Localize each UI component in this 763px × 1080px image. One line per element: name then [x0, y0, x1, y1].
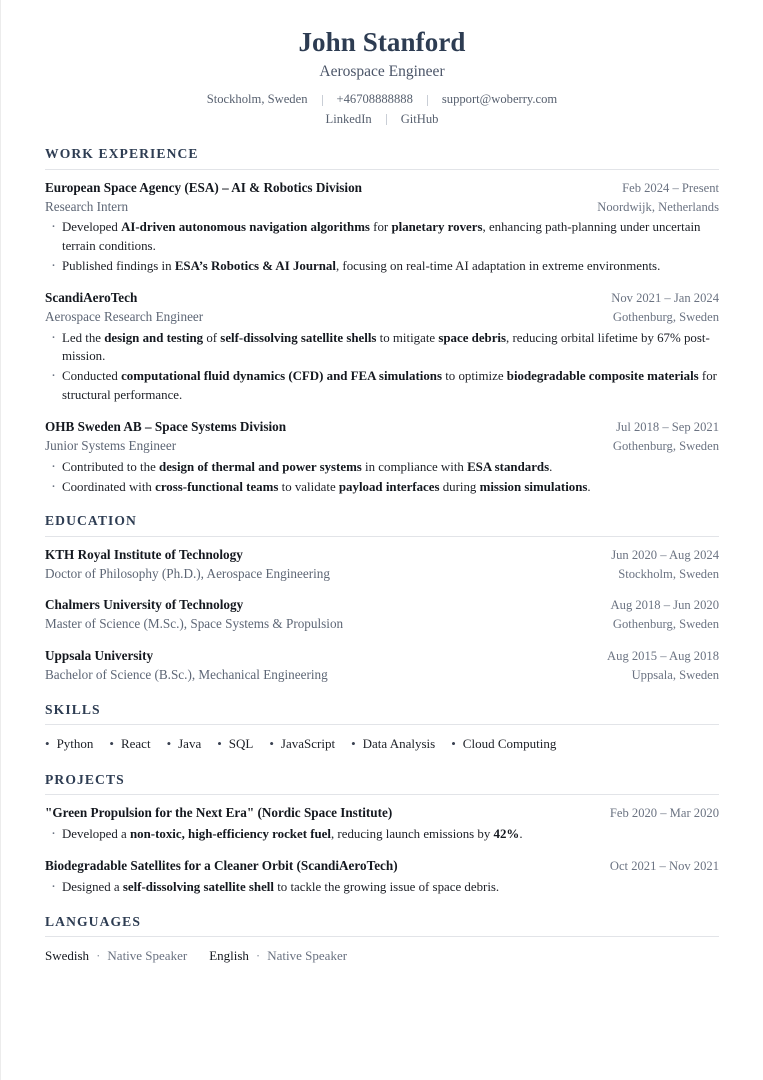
bullet-text: Contributed to the — [62, 459, 160, 474]
education-entry-list — [45, 546, 719, 685]
bullet-item — [45, 878, 719, 897]
education-entry — [45, 596, 719, 634]
contact-location: Stockholm, Sweden — [206, 92, 308, 107]
bullet-item — [45, 257, 719, 276]
work-entry-list — [45, 179, 719, 497]
bullet-item — [45, 825, 719, 844]
work-entry-subheader-row — [45, 437, 719, 456]
bullet-list — [45, 825, 719, 844]
section-title-projects: PROJECTS — [45, 772, 125, 788]
bullet-list — [45, 218, 719, 275]
contact-line-social — [45, 110, 719, 130]
bullet-emphasis: design and testing — [104, 330, 204, 345]
bullet-emphasis: self-dissolving satellite shell — [122, 879, 274, 894]
section-work-experience — [45, 146, 719, 496]
language-item — [209, 946, 347, 967]
job-location: Noordwijk, Netherlands — [597, 199, 719, 214]
section-title-languages: LANGUAGES — [45, 913, 142, 929]
skill-bullet-icon: • — [451, 736, 456, 752]
bullet-text: for structural performance. — [62, 369, 717, 403]
skill-label: JavaScript — [280, 736, 336, 752]
bullet-text: for — [369, 220, 392, 235]
language-separator-icon: · — [255, 948, 261, 964]
bullet-text: to tackle the growing issue of space debris. — [273, 879, 500, 894]
bullet-text: Coordinated with — [62, 479, 156, 494]
job-title: Aerospace Research Engineer — [45, 308, 204, 324]
bullet-emphasis: AI-driven autonomous navigation algorithms — [121, 220, 370, 235]
project-name: Biodegradable Satellites for a Cleaner Orbit (ScandiAeroTech) — [45, 858, 398, 874]
bullet-text: Designed a — [62, 879, 123, 894]
project-dates: Feb 2020 – Mar 2020 — [609, 806, 719, 821]
work-entry-subheader-row — [45, 308, 719, 327]
linkedin-link[interactable]: LinkedIn — [325, 111, 372, 126]
project-name: "Green Propulsion for the Next Era" (Nordic Space Institute) — [45, 805, 393, 821]
skill-bullet-icon: • — [217, 736, 222, 752]
job-title: Junior Systems Engineer — [45, 437, 177, 453]
bullet-text: to validate — [278, 479, 339, 494]
company-name: European Space Agency (ESA) – AI & Robotics Division — [45, 179, 363, 195]
section-projects — [45, 772, 719, 897]
work-entry — [45, 179, 719, 276]
bullet-item — [45, 218, 719, 256]
candidate-headline: Aerospace Engineer — [319, 62, 445, 80]
section-rule — [45, 794, 719, 795]
bullet-emphasis: design of thermal and power systems — [159, 459, 362, 474]
skill-item — [109, 734, 150, 755]
bullet-text: Led the — [62, 330, 105, 345]
school-location: Gothenburg, Sweden — [612, 617, 719, 632]
job-location: Gothenburg, Sweden — [612, 309, 719, 324]
education-entry-subheader-row — [45, 615, 719, 634]
bullet-emphasis: space debris — [438, 330, 507, 345]
bullet-text: , focusing on real-time AI adaptation in extreme environments. — [335, 259, 661, 274]
company-name: ScandiAeroTech — [45, 289, 138, 305]
contact-email[interactable]: support@woberry.com — [441, 92, 558, 107]
bullet-text: in compliance with — [361, 459, 468, 474]
bullet-text: . — [587, 479, 591, 494]
education-entry — [45, 647, 719, 685]
education-entry-header-row — [45, 596, 719, 615]
language-name: English — [209, 948, 249, 964]
employment-dates: Jul 2018 – Sep 2021 — [616, 419, 719, 434]
contact-divider-icon — [427, 95, 428, 106]
contact-phone[interactable]: +46708888888 — [336, 92, 413, 107]
section-rule — [45, 536, 719, 537]
bullet-list — [45, 329, 719, 405]
project-dates: Oct 2021 – Nov 2021 — [609, 859, 719, 874]
skill-item — [451, 734, 556, 755]
school-location: Stockholm, Sweden — [618, 566, 719, 581]
company-name: OHB Sweden AB – Space Systems Division — [45, 418, 287, 434]
study-dates: Aug 2018 – Jun 2020 — [610, 598, 719, 613]
degree-name: Bachelor of Science (B.Sc.), Mechanical Engineering — [45, 667, 328, 683]
skill-list — [45, 734, 719, 755]
section-rule — [45, 936, 719, 937]
skill-label: Python — [56, 736, 94, 752]
project-entry-list — [45, 804, 719, 896]
bullet-item — [45, 329, 719, 367]
bullet-emphasis: ESA’s Robotics & AI Journal — [174, 259, 336, 274]
work-entry-header-row — [45, 179, 719, 198]
work-entry-header-row — [45, 289, 719, 308]
job-title: Research Intern — [45, 198, 129, 214]
skill-label: SQL — [228, 736, 254, 752]
section-title-education: EDUCATION — [45, 513, 137, 529]
candidate-name: John Stanford — [298, 27, 466, 57]
bullet-text: , enhancing path-planning under uncertain terrain conditions. — [62, 220, 701, 254]
skill-bullet-icon: • — [351, 736, 356, 752]
section-skills — [45, 702, 719, 755]
skill-item — [351, 734, 435, 755]
degree-name: Doctor of Philosophy (Ph.D.), Aerospace Engineering — [45, 565, 330, 581]
language-list — [45, 946, 719, 967]
language-level: Native Speaker — [107, 948, 188, 964]
bullet-item — [45, 458, 719, 477]
skill-item — [167, 734, 202, 755]
work-entry-header-row — [45, 418, 719, 437]
bullet-emphasis: 42% — [493, 827, 520, 842]
school-location: Uppsala, Sweden — [631, 668, 719, 683]
project-entry-header-row — [45, 857, 719, 876]
skill-item — [217, 734, 253, 755]
project-entry — [45, 804, 719, 844]
work-entry — [45, 289, 719, 405]
section-title-work: WORK EXPERIENCE — [45, 146, 199, 162]
bullet-text: Developed a — [62, 827, 131, 842]
contact-divider-icon — [386, 114, 387, 125]
bullet-emphasis: non-toxic, high-efficiency rocket fuel — [130, 827, 331, 842]
bullet-item — [45, 478, 719, 497]
language-item — [45, 946, 187, 967]
skill-bullet-icon: • — [269, 736, 274, 752]
language-level: Native Speaker — [267, 948, 348, 964]
employment-dates: Feb 2024 – Present — [622, 180, 719, 195]
bullet-emphasis: cross-functional teams — [155, 479, 279, 494]
language-separator-icon: · — [96, 948, 101, 964]
work-entry — [45, 418, 719, 496]
contact-line-primary — [45, 90, 719, 110]
bullet-list — [45, 878, 719, 897]
bullet-emphasis: payload interfaces — [338, 479, 440, 494]
bullet-emphasis: planetary rovers — [391, 220, 483, 235]
bullet-text: to mitigate — [376, 330, 439, 345]
bullet-emphasis: ESA standards — [467, 459, 550, 474]
github-link[interactable]: GitHub — [400, 111, 439, 126]
skill-bullet-icon: • — [166, 736, 172, 752]
bullet-text: , reducing launch emissions by — [330, 827, 494, 842]
bullet-emphasis: biodegradable composite materials — [506, 369, 699, 384]
study-dates: Aug 2015 – Aug 2018 — [607, 649, 719, 664]
education-entry-subheader-row — [45, 666, 719, 685]
school-name: KTH Royal Institute of Technology — [45, 546, 243, 562]
skill-label: Java — [178, 736, 202, 752]
education-entry-header-row — [45, 647, 719, 666]
bullet-list — [45, 458, 719, 497]
project-entry — [45, 857, 719, 897]
bullet-emphasis: self-dissolving satellite shells — [220, 330, 377, 345]
work-entry-subheader-row — [45, 198, 719, 217]
section-languages — [45, 914, 719, 967]
bullet-text: . — [519, 827, 523, 842]
bullet-text: of — [203, 330, 221, 345]
skill-label: React — [120, 736, 151, 752]
bullet-text: Developed — [62, 220, 122, 235]
degree-name: Master of Science (M.Sc.), Space Systems & Propulsion — [45, 616, 344, 632]
section-rule — [45, 724, 719, 725]
bullet-emphasis: computational fluid dynamics (CFD) and FEA simulations — [121, 369, 442, 384]
project-entry-header-row — [45, 804, 719, 823]
job-location: Gothenburg, Sweden — [612, 438, 719, 453]
skill-item — [45, 734, 93, 755]
bullet-text: , reducing orbital lifetime by 67% post-mission. — [62, 330, 710, 364]
section-title-skills: SKILLS — [45, 701, 101, 717]
resume-header — [45, 26, 719, 129]
skill-bullet-icon: • — [109, 736, 114, 752]
school-name: Uppsala University — [45, 648, 154, 664]
skill-bullet-icon: • — [45, 736, 50, 752]
bullet-text: . — [549, 459, 553, 474]
bullet-item — [45, 367, 719, 405]
skill-label: Cloud Computing — [462, 736, 557, 752]
bullet-emphasis: mission simulations — [479, 479, 588, 494]
education-entry-header-row — [45, 546, 719, 565]
section-rule — [45, 169, 719, 170]
study-dates: Jun 2020 – Aug 2024 — [611, 547, 719, 562]
bullet-text: Conducted — [62, 369, 122, 384]
language-name: Swedish — [45, 948, 90, 964]
section-education — [45, 513, 719, 685]
employment-dates: Nov 2021 – Jan 2024 — [611, 290, 719, 305]
education-entry — [45, 546, 719, 584]
skill-item — [269, 734, 335, 755]
education-entry-subheader-row — [45, 565, 719, 584]
bullet-text: to optimize — [441, 369, 507, 384]
school-name: Chalmers University of Technology — [45, 597, 244, 613]
contact-divider-icon — [322, 95, 323, 106]
bullet-text: during — [439, 479, 480, 494]
bullet-text: Published findings in — [62, 259, 175, 274]
skill-label: Data Analysis — [362, 736, 436, 752]
